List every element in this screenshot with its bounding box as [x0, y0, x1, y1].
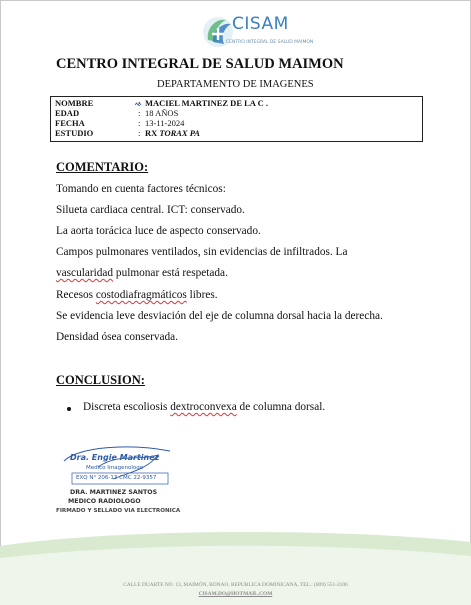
patient-colon-date: :: [138, 118, 141, 128]
stamp-license: EXQ N° 206-13 CMC 22-9357: [76, 475, 157, 481]
stamp-doctor-name: Dra. Engie Martinez: [70, 453, 160, 462]
patient-label-age: EDAD: [55, 108, 80, 118]
conclusion-text-rest: de columna dorsal.: [236, 401, 326, 413]
patient-label-study: ESTUDIO: [55, 128, 94, 138]
patient-colon-study: :: [138, 128, 141, 138]
patient-colon-name: :: [138, 98, 141, 108]
patient-label-date: FECHA: [55, 118, 85, 128]
department-name: DEPARTAMENTO DE IMAGENES: [157, 79, 314, 90]
comentario-line: Se evidencia leve desviación del eje de columna dorsal hacia la derecha.: [56, 310, 383, 322]
bullet-icon: [67, 407, 71, 411]
study-prefix: RX: [145, 128, 160, 138]
patient-colon-age: :: [138, 108, 141, 118]
patient-value-name: MACIEL MARTINEZ DE LA C .: [145, 98, 268, 108]
comentario-line: Densidad ósea conservada.: [56, 331, 179, 343]
patient-value-date: 13-11-2024: [145, 118, 185, 128]
spellcheck-word: costodiafragmáticos: [95, 289, 187, 301]
comentario-heading: COMENTARIO:: [56, 160, 149, 174]
logo-subtitle: CENTRO INTEGRAL DE SALUD MAIMON: [226, 40, 314, 45]
comentario-line-rest: pulmonar está respetada.: [113, 267, 228, 279]
patient-info-box: [50, 96, 423, 142]
patient-label-name: NOMBRE: [55, 98, 94, 108]
comentario-line-start: Recesos: [56, 289, 96, 301]
center-name-title: CENTRO INTEGRAL DE SALUD MAIMON: [56, 56, 344, 72]
study-type: TORAX PA: [159, 128, 200, 138]
spellcheck-word: vascularidad: [56, 267, 114, 279]
conclusion-heading: CONCLUSION:: [56, 373, 145, 387]
patient-value-age: 18 AÑOS: [145, 108, 179, 118]
stamp-doctor-role: Medico Imagenologo: [86, 465, 144, 471]
logo-wordmark: CISAM: [232, 14, 289, 34]
spellcheck-word: dextroconvexa: [170, 401, 237, 413]
conclusion-text-start: Discreta escoliosis: [83, 401, 171, 413]
comentario-line: [56, 267, 228, 279]
patient-value-study: [145, 128, 200, 138]
comentario-line: Silueta cardiaca central. ICT: conservado.: [56, 204, 245, 216]
comentario-line: La aorta torácica luce de aspecto conservado.: [56, 225, 261, 237]
doctor-title: MEDICO RADIOLOGO: [68, 498, 141, 505]
comentario-line: Tomando en cuenta factores técnicos:: [56, 183, 226, 195]
comentario-line: [56, 289, 218, 301]
doctor-name: DRA. MARTINEZ SANTOS: [70, 489, 158, 496]
footer-email-link[interactable]: CISAM.DO@HOTMAIL.COM: [198, 591, 273, 597]
signed-note: FIRMADO Y SELLADO VIA ELECTRONICA: [56, 508, 181, 514]
comentario-line: Campos pulmonares ventilados, sin evidencias de infiltrados. La: [56, 246, 348, 258]
comentario-line-rest: libres.: [186, 289, 218, 301]
conclusion-item-text: [83, 401, 325, 413]
footer-address: CALLE DUARTE NO. 13, MAIMÓN, BONAO, REPUBLICA DOMINICANA, TEL.: (809) 551-2106: [123, 582, 348, 588]
